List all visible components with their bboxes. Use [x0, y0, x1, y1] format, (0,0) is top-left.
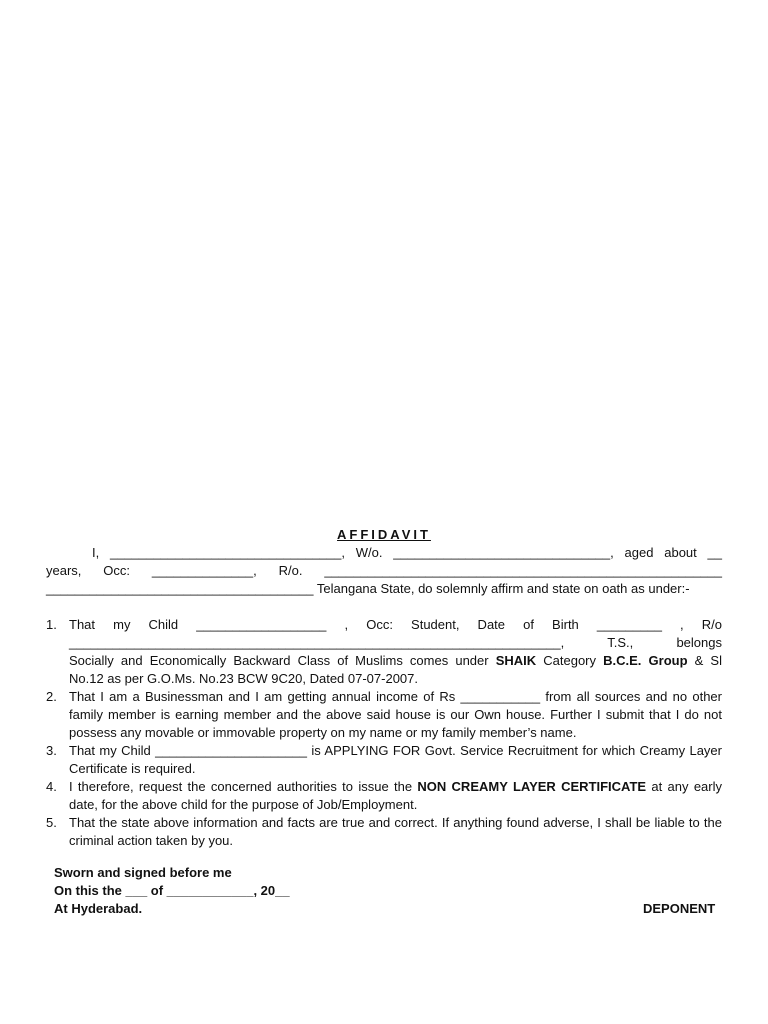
statement-item	[46, 688, 722, 742]
statement-text	[69, 778, 722, 814]
intro-line-1: I, ________________________________, W/o. ______________________________, aged about __	[92, 545, 722, 560]
statement-text: That I am a Businessman and I am getting annual income of Rs ___________ from all sources and no other family member is earning member and the above said house is our Own house. Further I submit that I do not possess any movable or immovable property on my name or my family member’s name.	[69, 689, 722, 740]
statement-item	[46, 814, 722, 850]
sworn-line-1: Sworn and signed before me	[54, 865, 232, 880]
statement-1-text-a: Socially and Economically Backward Class of Muslims comes under	[69, 653, 496, 668]
statement-1-line-3	[69, 652, 722, 670]
intro-paragraph	[46, 544, 722, 598]
intro-line-2: years, Occ: ______________, R/o. _______________________________________________________	[46, 563, 722, 578]
statement-item	[46, 778, 722, 814]
sworn-block	[54, 864, 290, 918]
statement-1-line-1: That my Child __________________ , Occ: Student, Date of Birth _________ , R/o	[69, 617, 722, 632]
sworn-line-3: At Hyderabad.	[54, 901, 143, 916]
statement-4-text-a: I therefore, request the concerned authorities to issue the	[69, 779, 418, 794]
statement-text: That the state above information and facts are true and correct. If anything found adverse, I shall be liable to the criminal action taken by you.	[69, 815, 722, 848]
non-creamy-layer-certificate: NON CREAMY LAYER CERTIFICATE	[417, 779, 647, 794]
sworn-line-2: On this the ___ of ____________, 20__	[54, 883, 290, 898]
statement-number: 1.	[46, 617, 57, 632]
statement-4-text-c: at any early date, for the above child for the purpose of Job/Employment.	[69, 779, 722, 812]
numbered-statements	[46, 616, 722, 850]
statement-number: 5.	[46, 815, 57, 830]
statement-1-text-d: & Sl	[687, 653, 722, 668]
statement-1-line-4: No.12 as per G.O.Ms. No.23 BCW 9C20, Dated 07-07-2007.	[69, 671, 419, 686]
document-title: AFFIDAVIT	[337, 527, 431, 542]
statement-number: 3.	[46, 743, 57, 758]
statement-item	[46, 742, 722, 778]
affidavit-document	[46, 526, 722, 850]
statement-number: 2.	[46, 689, 57, 704]
statement-text: That my Child _____________________ is APPLYING FOR Govt. Service Recruitment for which Creamy Layer Certificate is required.	[69, 743, 722, 776]
category-shaik: SHAIK	[495, 653, 537, 668]
group-bce: B.C.E. Group	[603, 653, 688, 668]
statement-item	[46, 616, 722, 688]
statement-number: 4.	[46, 779, 57, 794]
statement-1-text-c: Category	[536, 653, 604, 668]
statement-1-line-2: ____________________________________________________________________, T.S., belongs	[69, 635, 722, 650]
intro-line-3: _____________________________________ Telangana State, do solemnly affirm and state on oath as under:-	[46, 581, 690, 596]
statement-text	[69, 616, 722, 688]
deponent-label: DEPONENT	[643, 901, 716, 916]
